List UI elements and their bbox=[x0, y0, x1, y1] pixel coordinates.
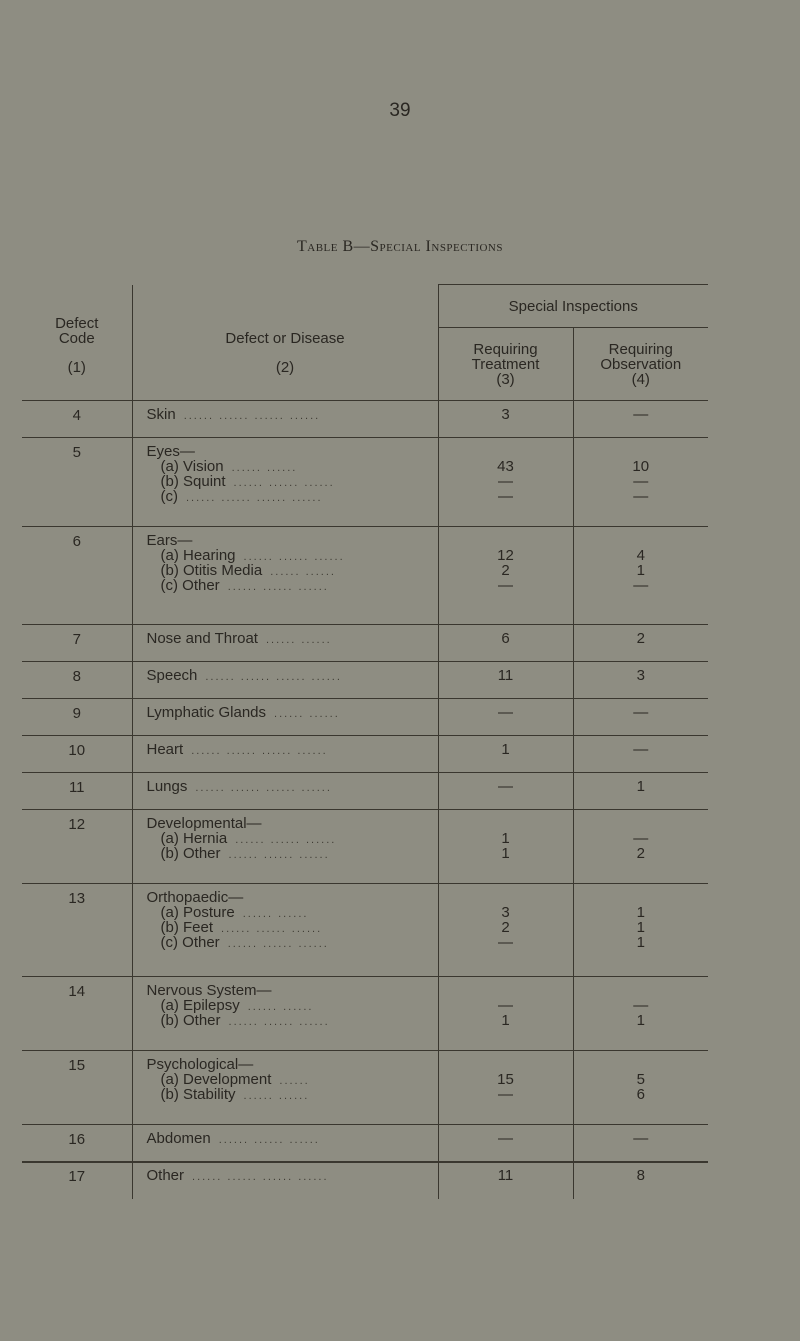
treatment-value: 15 bbox=[497, 1071, 514, 1088]
defect-line bbox=[147, 705, 438, 720]
defect-code-cell: 9 bbox=[72, 705, 81, 722]
defect-line bbox=[147, 668, 438, 683]
defect-label: Ears— bbox=[146, 532, 193, 549]
defect-line bbox=[147, 1072, 438, 1087]
table-row bbox=[22, 699, 708, 736]
defect-label: Lymphatic Glands bbox=[146, 704, 267, 721]
defect-line bbox=[147, 831, 438, 846]
dot-leader: ...... ...... ...... bbox=[243, 551, 345, 563]
defect-code-cell: 8 bbox=[72, 668, 81, 685]
treatment-cell bbox=[438, 977, 573, 1051]
dot-leader: ...... ...... ...... ...... bbox=[191, 745, 328, 757]
observation-cell bbox=[573, 884, 708, 977]
defect-line bbox=[147, 935, 438, 950]
treatment-value: — bbox=[498, 997, 513, 1014]
header-observation-line: (4) bbox=[631, 370, 650, 388]
treatment-value: 1 bbox=[501, 741, 510, 758]
treatment-cell bbox=[438, 662, 573, 699]
defect-line bbox=[147, 1087, 438, 1102]
observation-value: — bbox=[633, 473, 649, 490]
treatment-value: 3 bbox=[501, 904, 510, 921]
table-title: Table B—Special Inspections bbox=[296, 238, 503, 255]
dot-leader: ...... ...... ...... bbox=[235, 834, 337, 846]
dot-leader: ...... ...... ...... ...... bbox=[186, 492, 323, 504]
table-body bbox=[22, 401, 708, 1199]
defect-label: Speech bbox=[146, 667, 198, 684]
defect-description-cell bbox=[132, 773, 438, 810]
defect-label: (a) Hernia bbox=[160, 830, 228, 847]
defect-description-cell bbox=[132, 438, 438, 527]
treatment-value: 1 bbox=[501, 845, 510, 862]
treatment-value: 12 bbox=[497, 547, 514, 564]
page-number: 39 bbox=[389, 100, 411, 121]
table-row bbox=[22, 1162, 708, 1199]
defect-line bbox=[147, 533, 438, 548]
defect-label: Nervous System— bbox=[146, 982, 272, 999]
defect-line bbox=[147, 816, 438, 831]
defect-code-cell: 5 bbox=[72, 444, 81, 461]
observation-value bbox=[574, 1057, 709, 1072]
header-observation-line: Observation bbox=[600, 355, 682, 373]
defect-line bbox=[147, 983, 438, 998]
header-code-line: (1) bbox=[67, 358, 86, 376]
defect-code-cell: 14 bbox=[68, 983, 86, 1000]
observation-value: — bbox=[633, 406, 649, 423]
observation-cell bbox=[573, 1051, 708, 1125]
dot-leader: ...... ...... ...... bbox=[218, 1134, 320, 1146]
defect-code-cell: 17 bbox=[68, 1168, 86, 1185]
observation-value: 3 bbox=[636, 667, 645, 684]
treatment-cell bbox=[438, 810, 573, 884]
treatment-value: 11 bbox=[497, 667, 514, 684]
treatment-cell bbox=[438, 1051, 573, 1125]
dot-leader: ...... ...... bbox=[247, 1001, 314, 1013]
observation-value: — bbox=[633, 488, 649, 505]
dot-leader: ...... ...... bbox=[242, 908, 309, 920]
header-treatment-line: (3) bbox=[496, 370, 515, 388]
table-row bbox=[22, 662, 708, 699]
dot-leader: ...... bbox=[279, 1075, 310, 1087]
defect-label: (c) Other bbox=[160, 934, 220, 951]
header-treatment-line: Treatment bbox=[471, 355, 540, 373]
defect-label: (a) Posture bbox=[160, 904, 235, 921]
dot-leader: ...... ...... ...... ...... bbox=[192, 1171, 329, 1183]
defect-code-cell: 16 bbox=[68, 1131, 86, 1148]
treatment-cell bbox=[438, 527, 573, 625]
defect-label: Eyes— bbox=[146, 443, 195, 460]
dot-leader: ...... ...... ...... ...... bbox=[205, 671, 342, 683]
dot-leader: ...... ...... ...... bbox=[228, 1016, 330, 1028]
treatment-cell bbox=[438, 401, 573, 438]
defect-label: Skin bbox=[146, 406, 176, 423]
observation-cell bbox=[573, 1162, 708, 1199]
observation-cell bbox=[573, 773, 708, 810]
table-row bbox=[22, 438, 708, 527]
dot-leader: ...... ...... ...... bbox=[221, 923, 323, 935]
defect-line bbox=[147, 1057, 438, 1072]
treatment-cell bbox=[438, 884, 573, 977]
dot-leader: ...... ...... bbox=[231, 462, 298, 474]
dot-leader: ...... ...... ...... bbox=[228, 849, 330, 861]
defect-label: (b) Other bbox=[160, 1012, 221, 1029]
defect-code-cell: 10 bbox=[68, 742, 86, 759]
treatment-value: 2 bbox=[501, 562, 510, 579]
dot-leader: ...... ...... ...... bbox=[233, 477, 335, 489]
header-observation-line: Requiring bbox=[608, 340, 673, 358]
defect-code-cell: 12 bbox=[68, 816, 86, 833]
table-row bbox=[22, 884, 708, 977]
observation-value: 1 bbox=[636, 1012, 645, 1029]
defect-description-cell bbox=[132, 625, 438, 662]
dot-leader: ...... ...... ...... ...... bbox=[183, 410, 321, 422]
observation-value bbox=[574, 890, 709, 905]
observation-cell bbox=[573, 1125, 708, 1162]
defect-label: Lungs bbox=[146, 778, 188, 795]
treatment-value: — bbox=[498, 1130, 513, 1147]
defect-label: Other bbox=[146, 1167, 185, 1184]
observation-value bbox=[574, 444, 709, 459]
header-special-inspections: Special Inspections bbox=[438, 285, 708, 328]
header-disease-line: (2) bbox=[275, 358, 295, 376]
treatment-value bbox=[439, 533, 573, 548]
treatment-value: — bbox=[498, 934, 513, 951]
defect-line bbox=[147, 474, 438, 489]
table-row bbox=[22, 625, 708, 662]
defect-description-cell bbox=[132, 977, 438, 1051]
defect-code-cell: 4 bbox=[72, 407, 81, 424]
treatment-value: 6 bbox=[501, 630, 510, 647]
defect-label: Developmental— bbox=[146, 815, 262, 832]
observation-value bbox=[574, 983, 709, 998]
treatment-cell bbox=[438, 1162, 573, 1199]
observation-value: 1 bbox=[636, 934, 645, 951]
treatment-value: — bbox=[498, 1086, 513, 1103]
dot-leader: ...... ...... ...... ...... bbox=[195, 782, 332, 794]
treatment-value: 1 bbox=[501, 830, 510, 847]
treatment-value: — bbox=[498, 778, 513, 795]
table-row bbox=[22, 810, 708, 884]
defect-label: (b) Other bbox=[160, 845, 221, 862]
defect-label: (a) Development bbox=[160, 1071, 272, 1088]
treatment-cell bbox=[438, 736, 573, 773]
defect-description-cell bbox=[132, 527, 438, 625]
defect-description-cell bbox=[132, 1125, 438, 1162]
treatment-value: — bbox=[498, 577, 513, 594]
defect-label: Nose and Throat bbox=[146, 630, 258, 647]
defect-line bbox=[147, 905, 438, 920]
observation-value: 4 bbox=[636, 547, 645, 564]
observation-value bbox=[574, 816, 709, 831]
observation-value: — bbox=[633, 830, 649, 847]
defect-line bbox=[147, 920, 438, 935]
defect-description-cell bbox=[132, 401, 438, 438]
defect-line bbox=[147, 578, 438, 593]
dot-leader: ...... ...... bbox=[265, 634, 332, 646]
observation-cell bbox=[573, 625, 708, 662]
table-row bbox=[22, 401, 708, 438]
dot-leader: ...... ...... ...... bbox=[227, 581, 329, 593]
table-row bbox=[22, 1125, 708, 1162]
observation-cell bbox=[573, 401, 708, 438]
defect-label: (b) Otitis Media bbox=[160, 562, 263, 579]
defect-line bbox=[147, 631, 438, 646]
table-header bbox=[22, 285, 708, 401]
observation-value: 10 bbox=[632, 458, 650, 475]
defect-description-cell bbox=[132, 810, 438, 884]
treatment-value: 2 bbox=[501, 919, 510, 936]
defect-label: (c) bbox=[160, 488, 178, 505]
observation-cell bbox=[573, 699, 708, 736]
defect-description-cell bbox=[132, 736, 438, 773]
table-row bbox=[22, 773, 708, 810]
defect-label: (a) Epilepsy bbox=[160, 997, 240, 1014]
observation-value: — bbox=[633, 997, 649, 1014]
observation-value: 8 bbox=[636, 1167, 645, 1184]
observation-value: 6 bbox=[636, 1086, 645, 1103]
defect-line bbox=[147, 407, 438, 422]
defect-line bbox=[147, 1131, 438, 1146]
dot-leader: ...... ...... bbox=[243, 1090, 310, 1102]
treatment-cell bbox=[438, 773, 573, 810]
treatment-value bbox=[439, 890, 573, 905]
treatment-cell bbox=[438, 438, 573, 527]
header-code-line: Defect bbox=[55, 314, 99, 332]
defect-code-cell: 6 bbox=[72, 533, 81, 550]
special-inspections-table bbox=[22, 284, 708, 1199]
observation-value: — bbox=[633, 741, 649, 758]
observation-value: — bbox=[633, 577, 649, 594]
dot-leader: ...... ...... bbox=[274, 708, 340, 720]
observation-cell bbox=[573, 977, 708, 1051]
defect-label: (b) Stability bbox=[160, 1086, 236, 1103]
treatment-value: 43 bbox=[497, 458, 514, 475]
header-code-line: Code bbox=[58, 329, 95, 347]
defect-line bbox=[147, 444, 438, 459]
defect-description-cell bbox=[132, 662, 438, 699]
observation-cell bbox=[573, 662, 708, 699]
treatment-cell bbox=[438, 1125, 573, 1162]
treatment-value: — bbox=[498, 473, 513, 490]
defect-line bbox=[147, 459, 438, 474]
treatment-value bbox=[439, 983, 573, 998]
defect-line bbox=[147, 489, 438, 504]
table-bottom-rule bbox=[22, 1162, 708, 1163]
header-disease-line: Defect or Disease bbox=[225, 329, 345, 347]
defect-code-cell: 7 bbox=[72, 631, 81, 648]
header-requiring-observation bbox=[573, 328, 708, 401]
observation-value: — bbox=[633, 704, 649, 721]
observation-value bbox=[574, 533, 709, 548]
dot-leader: ...... ...... bbox=[270, 566, 336, 578]
defect-line bbox=[147, 998, 438, 1013]
observation-value: 1 bbox=[636, 562, 645, 579]
observation-value: 1 bbox=[636, 778, 645, 795]
treatment-cell bbox=[438, 625, 573, 662]
treatment-value: — bbox=[498, 704, 513, 721]
treatment-value: 11 bbox=[497, 1167, 514, 1184]
defect-line bbox=[147, 1013, 438, 1028]
defect-description-cell bbox=[132, 1051, 438, 1125]
defect-label: Orthopaedic— bbox=[146, 889, 244, 906]
defect-code-cell: 11 bbox=[68, 779, 85, 796]
defect-label: Abdomen bbox=[146, 1130, 211, 1147]
defect-line bbox=[147, 890, 438, 905]
defect-line bbox=[147, 1168, 438, 1183]
treatment-value: — bbox=[498, 488, 513, 505]
defect-line bbox=[147, 846, 438, 861]
header-treatment-line: Requiring bbox=[473, 340, 538, 358]
observation-value: 2 bbox=[636, 845, 645, 862]
observation-cell bbox=[573, 438, 708, 527]
defect-label: Heart bbox=[146, 741, 184, 758]
treatment-value bbox=[439, 1057, 573, 1072]
header-defect-code bbox=[22, 285, 132, 401]
table-row bbox=[22, 1051, 708, 1125]
defect-description-cell bbox=[132, 1162, 438, 1199]
defect-code-cell: 13 bbox=[68, 890, 86, 907]
defect-label: (b) Squint bbox=[160, 473, 226, 490]
observation-value: 5 bbox=[636, 1071, 645, 1088]
table-row bbox=[22, 527, 708, 625]
observation-value: — bbox=[633, 1130, 649, 1147]
table-row bbox=[22, 977, 708, 1051]
defect-description-cell bbox=[132, 884, 438, 977]
treatment-cell bbox=[438, 699, 573, 736]
defect-label: (a) Vision bbox=[160, 458, 224, 475]
dot-leader: ...... ...... ...... bbox=[227, 938, 329, 950]
table-row bbox=[22, 736, 708, 773]
treatment-value bbox=[439, 816, 573, 831]
defect-description-cell bbox=[132, 699, 438, 736]
defect-label: (a) Hearing bbox=[160, 547, 236, 564]
defect-label: Psychological— bbox=[146, 1056, 254, 1073]
treatment-value: 3 bbox=[501, 406, 510, 423]
observation-value: 1 bbox=[636, 904, 645, 921]
defect-label: (b) Feet bbox=[160, 919, 214, 936]
defect-label: (c) Other bbox=[160, 577, 220, 594]
defect-line bbox=[147, 779, 438, 794]
defect-code-cell: 15 bbox=[68, 1057, 86, 1074]
treatment-value bbox=[439, 444, 573, 459]
observation-value: 2 bbox=[636, 630, 645, 647]
observation-cell bbox=[573, 527, 708, 625]
observation-cell bbox=[573, 810, 708, 884]
defect-line bbox=[147, 742, 438, 757]
observation-cell bbox=[573, 736, 708, 773]
header-defect-or-disease bbox=[132, 285, 438, 401]
defect-line bbox=[147, 548, 438, 563]
treatment-value: 1 bbox=[501, 1012, 510, 1029]
defect-line bbox=[147, 563, 438, 578]
observation-value: 1 bbox=[636, 919, 645, 936]
header-requiring-treatment bbox=[438, 328, 573, 401]
